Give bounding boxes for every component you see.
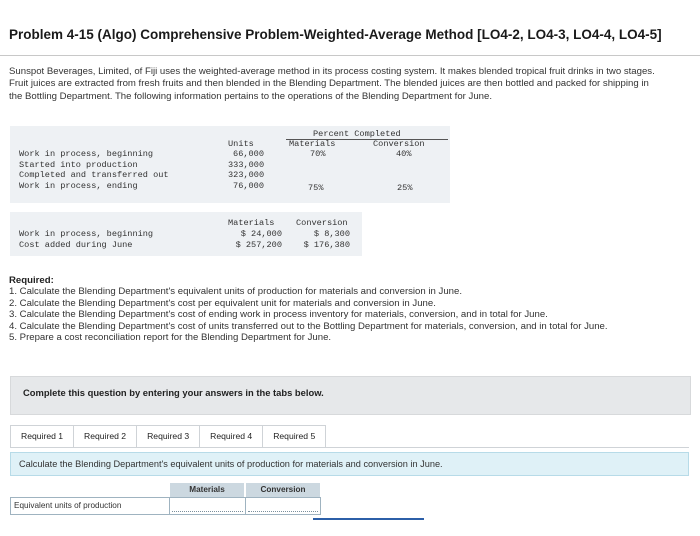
required-item: 3. Calculate the Blending Department's cost of ending work in process inventory for materials, conversion, and in total for June. xyxy=(9,309,548,321)
required-tabs xyxy=(10,425,325,447)
cost-materials-header: Materials xyxy=(228,218,275,228)
units-value: 66,000 xyxy=(233,149,264,159)
problem-intro: Sunspot Beverages, Limited, of Fiji uses the weighted-average method in its process costing system. It makes blended tropical fruit drinks in two stages. Fruit juices are extracted from fresh fruits and then blended in the Blending Department. The blended juices are then bottled and packed for shipping in the Bottling Department. The following information pertains to the operations of the Blending Department for June. xyxy=(9,66,655,102)
units-header: Units xyxy=(228,139,254,149)
units-value: 76,000 xyxy=(233,180,264,191)
materials-pct-end: 75% xyxy=(308,183,324,193)
problem-title: Problem 4-15 (Algo) Comprehensive Problem-Weighted-Average Method [LO4-2, LO4-3, LO4-4, LO4-5] xyxy=(9,27,662,42)
materials-header: Materials xyxy=(289,139,336,149)
required-item: 2. Calculate the Blending Department's cost per equivalent unit for materials and conversion in June. xyxy=(9,297,436,309)
tab-required-5[interactable]: Required 5 xyxy=(262,425,326,447)
input-dotted-line xyxy=(172,511,243,512)
required-heading: Required: xyxy=(9,275,54,286)
percent-completed-header: Percent Completed xyxy=(313,129,401,139)
required-list xyxy=(9,286,669,344)
tab-instruction xyxy=(10,452,689,476)
conversion-pct-begin: 40% xyxy=(396,149,412,159)
tab-required-3[interactable]: Required 3 xyxy=(136,425,200,447)
tab-instruction-text: Calculate the Blending Department's equivalent units of production for materials and conversion in June. xyxy=(19,459,443,469)
tab-required-4[interactable]: Required 4 xyxy=(199,425,263,447)
cost-table xyxy=(10,212,362,256)
cost-row-label: Cost added during June xyxy=(19,239,133,250)
navigation-indicator xyxy=(313,518,424,520)
tab-required-1[interactable]: Required 1 xyxy=(10,425,74,447)
units-row-labels xyxy=(19,149,169,191)
equivalent-units-label: Equivalent units of production xyxy=(10,497,170,515)
cost-value: $ 24,000 xyxy=(240,229,282,239)
answer-materials-header: Materials xyxy=(170,483,244,497)
instructions-banner xyxy=(10,376,691,415)
cost-value: $ 8,300 xyxy=(313,229,350,239)
units-row-label: Started into production xyxy=(19,159,138,170)
cost-materials-values xyxy=(228,229,282,250)
units-values xyxy=(228,149,264,191)
units-value: 323,000 xyxy=(228,170,265,180)
tab-required-2[interactable]: Required 2 xyxy=(73,425,137,447)
cost-value: $ 176,380 xyxy=(303,239,350,250)
conversion-equivalent-units-input[interactable] xyxy=(245,497,321,515)
materials-equivalent-units-input[interactable] xyxy=(169,497,246,515)
units-row-label: Work in process, beginning xyxy=(19,149,154,159)
units-row-label: Work in process, ending xyxy=(19,180,138,191)
units-table xyxy=(10,126,450,203)
cost-row-label: Work in process, beginning xyxy=(19,229,154,239)
title-divider xyxy=(0,55,700,56)
conversion-pct-end: 25% xyxy=(397,183,413,193)
conversion-header: Conversion xyxy=(373,139,425,149)
cost-conversion-values xyxy=(296,229,350,250)
units-value: 333,000 xyxy=(228,159,265,170)
answer-table xyxy=(10,483,377,515)
cost-row-labels xyxy=(19,229,153,250)
cost-conversion-header: Conversion xyxy=(296,218,348,228)
tab-divider xyxy=(10,447,689,448)
materials-pct-begin: 70% xyxy=(310,149,326,159)
required-item: 4. Calculate the Blending Department's cost of units transferred out to the Bottling Department for materials, conversion, and in total for June. xyxy=(9,320,608,332)
required-item: 1. Calculate the Blending Department's equivalent units of production for materials and conversion in June. xyxy=(9,286,463,297)
input-dotted-line xyxy=(248,511,318,512)
instructions-text: Complete this question by entering your answers in the tabs below. xyxy=(23,387,324,398)
cost-value: $ 257,200 xyxy=(235,239,282,250)
units-row-label: Completed and transferred out xyxy=(19,170,169,180)
answer-conversion-header: Conversion xyxy=(246,483,320,497)
required-item: 5. Prepare a cost reconciliation report for the Blending Department for June. xyxy=(9,332,332,344)
